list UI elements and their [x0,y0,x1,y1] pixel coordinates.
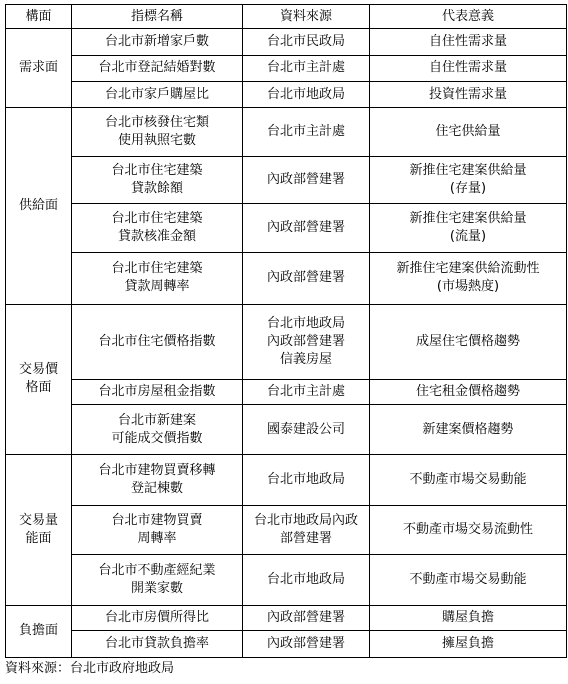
meaning-cell [370,55,567,82]
indicator-cell-line: 台北市核發住宅類 [104,114,209,130]
table-row [6,107,567,156]
indicator-cell [72,455,243,506]
table-row [6,455,567,506]
meaning-cell [370,506,567,555]
indicator-cell-line: 台北市建物買賣移轉 [98,463,216,479]
indicator-cell [72,204,243,253]
source-cell-line: 部營建署 [279,531,332,547]
meaning-cell-line: 住宅供給量 [435,123,501,139]
indicator-cell [72,605,243,631]
source-cell-line: 內政部營建署 [266,220,345,236]
source-cell [243,157,370,204]
dimension-line: 交易價 [18,362,58,378]
indicator-cell-line: 台北市房屋租金指數 [98,384,216,400]
dimension-cell [6,605,72,657]
meaning-cell-line: (存量) [449,181,487,197]
table-row [6,404,567,454]
header-meaning: 代表意義 [370,5,567,29]
indicator-cell-line: 台北市貸款負擔率 [104,636,209,652]
meaning-cell [370,82,567,108]
indicator-cell-line: 台北市新增家戶數 [104,33,209,49]
indicator-cell-line: 台北市房價所得比 [104,609,209,625]
indicator-cell-line: 可能成交價指數 [111,430,203,446]
source-cell-line: 台北市主計處 [266,123,345,139]
meaning-cell-line: 不動產市場交易動能 [409,472,527,488]
indicator-cell-line: 台北市新建案 [117,412,196,428]
source-cell [243,107,370,156]
source-cell [243,605,370,631]
indicator-cell [72,253,243,304]
source-cell [243,204,370,253]
table-row [6,204,567,253]
table-row [6,82,567,108]
header-source: 資料來源 [243,5,370,29]
table-row [6,605,567,631]
indicator-cell-line: 貸款周轉率 [124,279,190,295]
meaning-cell-line: 購屋負擔 [441,609,494,625]
source-cell [243,631,370,658]
meaning-cell-line: 自住性需求量 [428,60,507,76]
meaning-cell [370,404,567,454]
indicator-cell [72,107,243,156]
indicator-cell [72,631,243,658]
indicator-cell [72,380,243,405]
meaning-cell-line: 成屋住宅價格趨勢 [415,333,520,349]
source-cell-line: 台北市地政局 [266,472,345,488]
table-row [6,380,567,405]
table-row [6,55,567,82]
source-cell [243,404,370,454]
source-cell-line: 台北市地政局 [266,315,345,331]
source-cell [243,253,370,304]
meaning-cell-line: 新推住宅建案供給流動性 [396,261,540,277]
meaning-cell [370,204,567,253]
source-cell-line: 內政部營建署 [266,609,345,625]
meaning-cell-line: 新推住宅建案供給量 [409,163,527,179]
meaning-cell [370,253,567,304]
indicator-cell-line: 台北市不動產經紀業 [98,563,216,579]
table-row [6,304,567,380]
dimension-line: 需求面 [18,59,58,75]
source-cell [243,380,370,405]
meaning-cell-line: 擁屋負擔 [441,636,494,652]
source-cell-line: 台北市地政局 [266,86,345,102]
source-cell-line: 內政部營建署 [266,270,345,286]
meaning-cell-line: 不動產市場交易動能 [409,572,527,588]
indicator-cell-line: 貸款餘額 [130,181,183,197]
source-footnote: 資料來源：台北市政府地政局 [5,661,175,676]
indicator-cell-line: 周轉率 [137,531,177,547]
indicator-cell-line: 台北市登記結婚對數 [98,60,216,76]
indicator-cell-line: 使用執照宅數 [117,132,196,148]
meaning-cell-line: (流量) [449,229,487,245]
source-cell-line: 內政部營建署 [266,172,345,188]
source-cell-line: 台北市主計處 [266,384,345,400]
indicator-cell-line: 台北市家戶購屋比 [104,86,209,102]
indicator-cell [72,55,243,82]
indicator-cell-line: 台北市住宅建築 [111,261,203,277]
meaning-cell-line: 新建案價格趨勢 [422,421,514,437]
indicator-cell [72,304,243,380]
meaning-cell [370,107,567,156]
table-row [6,29,567,56]
meaning-cell [370,29,567,56]
source-cell [243,304,370,380]
meaning-cell-line: 住宅租金價格趨勢 [415,384,520,400]
dimension-line: 負擔面 [18,623,58,639]
indicator-cell-line: 台北市住宅建築 [111,211,203,227]
source-cell [243,82,370,108]
indicator-cell-line: 開業家數 [130,581,183,597]
meaning-cell-line: 不動產市場交易流動性 [402,522,533,538]
header-row [6,5,567,29]
indicator-cell [72,82,243,108]
meaning-cell-line: 新推住宅建案供給量 [409,211,527,227]
indicator-cell-line: 台北市住宅價格指數 [98,333,216,349]
indicator-cell-line: 台北市住宅建築 [111,163,203,179]
indicator-cell [72,157,243,204]
source-cell [243,29,370,56]
source-cell [243,506,370,555]
meaning-cell [370,455,567,506]
header-indicator: 指標名稱 [72,5,243,29]
dimension-cell [6,107,72,304]
dimension-cell [6,29,72,108]
indicator-cell [72,404,243,454]
source-cell-line: 台北市主計處 [266,60,345,76]
meaning-cell [370,631,567,658]
source-cell [243,555,370,605]
dimension-cell [6,304,72,455]
indicator-table [5,4,567,658]
meaning-cell-line: 自住性需求量 [428,33,507,49]
meaning-cell-line: (市場熱度) [436,279,500,295]
source-cell [243,55,370,82]
source-cell-line: 內政部營建署 [266,636,345,652]
table-row [6,157,567,204]
table-row [6,506,567,555]
source-cell-line: 台北市地政局 [266,572,345,588]
source-cell-line: 信義房屋 [279,351,332,367]
source-cell-line: 國泰建設公司 [266,421,345,437]
table-row [6,253,567,304]
source-cell-line: 台北市民政局 [266,33,345,49]
meaning-cell [370,555,567,605]
source-cell [243,455,370,506]
indicator-cell [72,555,243,605]
table-row [6,631,567,658]
indicator-cell-line: 登記棟數 [130,481,183,497]
dimension-line: 交易量 [18,512,58,528]
meaning-cell [370,380,567,405]
dimension-line: 格面 [25,380,52,396]
dimension-cell [6,455,72,606]
source-cell-line: 內政部營建署 [266,333,345,349]
meaning-cell [370,157,567,204]
meaning-cell-line: 投資性需求量 [428,86,507,102]
indicator-cell-line: 貸款核准金額 [117,229,196,245]
meaning-cell [370,304,567,380]
dimension-line: 供給面 [18,197,58,213]
meaning-cell [370,605,567,631]
source-cell-line: 台北市地政局內政 [253,513,358,529]
indicator-cell [72,506,243,555]
dimension-line: 能面 [25,530,52,546]
table-row [6,555,567,605]
indicator-cell [72,29,243,56]
indicator-cell-line: 台北市建物買賣 [111,513,203,529]
header-dimension: 構面 [6,5,72,29]
